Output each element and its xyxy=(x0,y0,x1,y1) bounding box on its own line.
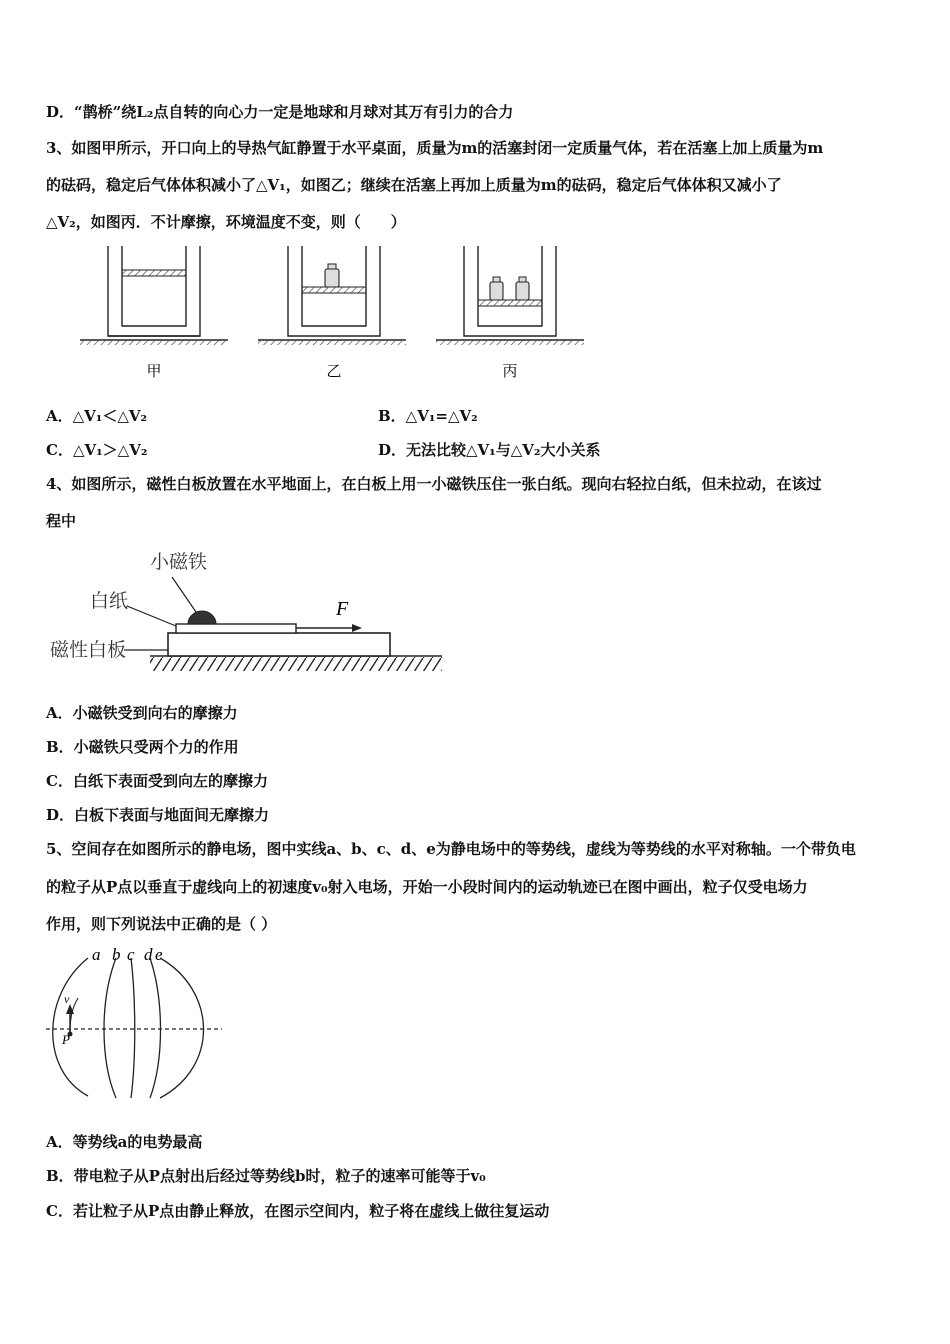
q4-stem-line2: 程中 xyxy=(46,512,77,530)
label-a: a xyxy=(92,945,101,964)
q3-option-b: B．△V₁=△V₂ xyxy=(378,407,478,425)
equipotential-e xyxy=(160,958,204,1098)
q5-option-c: C．若让粒子从P点由静止释放，在图示空间内，粒子将在虚线上做往复运动 xyxy=(46,1202,550,1220)
equipotential-d xyxy=(150,958,161,1098)
q4-option-d: D．白板下表面与地面间无摩擦力 xyxy=(46,806,270,824)
q3-stem-line3: △V₂，如图丙．不计摩擦，环境温度不变，则（ ） xyxy=(46,213,406,231)
force-label: F xyxy=(336,598,349,620)
equipotential-b xyxy=(104,958,116,1098)
q5-stem-line2: 的粒子从P点以垂直于虚线向上的初速度v₀射入电场，开始一小段时间内的运动轨迹已在图中画出，粒子仅受电场力 xyxy=(46,878,808,896)
magnet-label: 小磁铁 xyxy=(150,551,208,573)
q5-stem-line3: 作用，则下列说法中正确的是（ ） xyxy=(46,915,277,933)
q3-stem-line1: 3、如图甲所示，开口向上的导热气缸静置于水平桌面，质量为m的活塞封闭一定质量气体，若在活塞上加上质量为m xyxy=(46,139,824,157)
q5-option-a: A．等势线a的电势最高 xyxy=(46,1133,203,1151)
q4-option-c: C．白纸下表面受到向左的摩擦力 xyxy=(46,772,268,790)
prev-option-d: D．“鹊桥”绕L₂点自转的向心力一定是地球和月球对其万有引力的合力 xyxy=(46,103,514,121)
label-yi: 乙 xyxy=(326,362,342,380)
label-e: e xyxy=(155,945,163,964)
q3-option-a: A．△V₁＜△V₂ xyxy=(46,407,148,425)
equipotential-c xyxy=(131,958,135,1098)
q3-option-d: D．无法比较△V₁与△V₂大小关系 xyxy=(378,441,601,459)
label-c: c xyxy=(127,945,135,964)
label-d: d xyxy=(144,945,153,964)
paper-label: 白纸 xyxy=(90,590,129,612)
p-label: P xyxy=(62,1032,70,1047)
q4-option-b: B．小磁铁只受两个力的作用 xyxy=(46,738,239,756)
board-label: 磁性白板 xyxy=(50,639,127,661)
q5-stem-line1: 5、空间存在如图所示的静电场，图中实线a、b、c、d、e为静电场中的等势线，虚线为等势线的水平对称轴。一个带负电 xyxy=(46,840,856,858)
v-label: v xyxy=(64,992,70,1006)
label-b: b xyxy=(112,945,121,964)
q5-option-b: B．带电粒子从P点射出后经过等势线b时，粒子的速率可能等于v₀ xyxy=(46,1167,486,1185)
q4-stem-line1: 4、如图所示，磁性白板放置在水平地面上，在白板上用一小磁铁压住一张白纸。现向右轻拉白纸，但未拉动，在该过 xyxy=(46,475,822,493)
q3-option-c: C．△V₁＞△V₂ xyxy=(46,441,148,459)
label-bing: 丙 xyxy=(502,362,518,380)
q4-option-a: A．小磁铁受到向右的摩擦力 xyxy=(46,704,238,722)
q3-stem-line2: 的砝码，稳定后气体体积减小了△V₁，如图乙；继续在活塞上再加上质量为m的砝码，稳定后气体体积又减小了 xyxy=(46,176,782,194)
label-jia: 甲 xyxy=(146,362,162,380)
